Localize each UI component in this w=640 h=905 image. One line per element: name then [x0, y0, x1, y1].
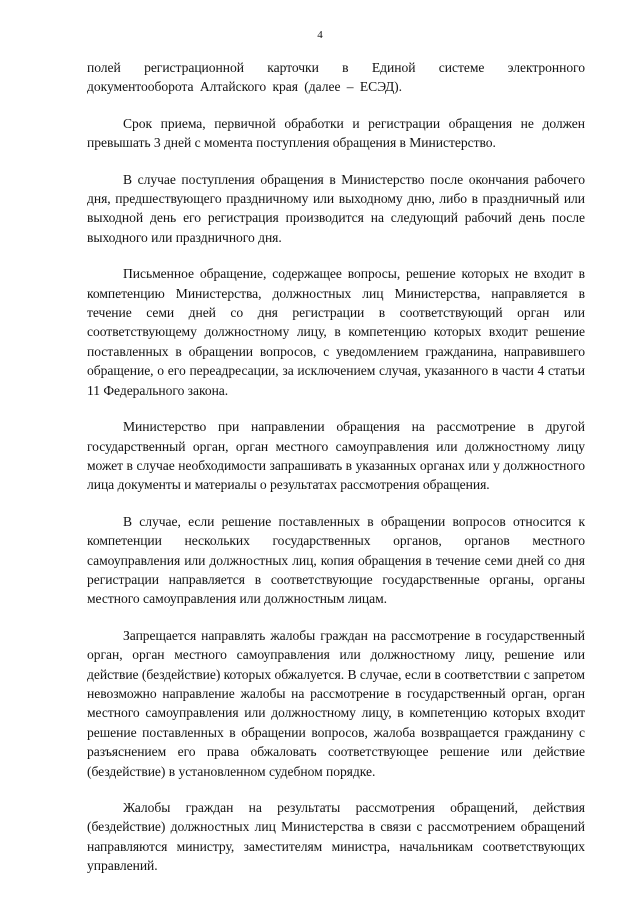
paragraph-redirect-competence: Письменное обращение, содержащее вопросы, решение которых не входит в компетенцию Министерства, должностных лиц Министерства, направляется в течение семи дней со дня регистрации в соответствующий орган или соответствующему должностному лицу, в компетенцию которых входит решение поставленных в обращении вопросов, с уведомлением гражданина, направившего обращение, о его переадресации, за исключением случая, указанного в части 4 статьи 11 Федерального закона. — [87, 266, 585, 398]
paragraph-registration-deadline: Срок приема, первичной обработки и регистрации обращения не должен превышать 3 дней с момента поступления обращения в Министерство. — [87, 115, 585, 151]
paragraph-esed-registration-card: полей регистрационной карточки в Единой системе электронного документооборота Алтайского края (далее – ЕСЭД). — [87, 60, 585, 95]
paragraph-multiple-bodies: В случае, если решение поставленных в обращении вопросов относится к компетенции нескольких государственных органов, органов местного самоуправления или должностных лиц, копия обращения в течение семи дней со дня регистрации направляется в соответствующие государственные органы, органы местного самоуправления или должностным лицам. — [87, 513, 585, 607]
paragraph-complaint-prohibition: Запрещается направлять жалобы граждан на рассмотрение в государственный орган, орган местного самоуправления или должностному лицу, решение или действие (бездействие) которых обжалуется. В случае, если в соответствии с запретом невозможно направление жалобы на рассмотрение в государственный орган, орган местного самоуправления или должностному лицу, в компетенцию которых входит решение поставленных в обращении вопросов, жалоба возвращается гражданину с разъяснением его права обжаловать соответствующее решение или действие (бездействие) в установленном судебном порядке. — [87, 627, 585, 779]
paragraph-request-documents: Министерство при направлении обращения на рассмотрение в другой государственный орган, орган местного самоуправления или должностному лицу может в случае необходимости запрашивать в указанных органах или у должностного лица документы и материалы о результатах рассмотрения обращения. — [87, 419, 585, 493]
paragraph-complaint-results: Жалобы граждан на результаты рассмотрения обращений, действия (бездействие) должностных лиц Министерства в связи с рассмотрением обращений направляются министру, заместителям министра, начальникам соответствующих управлений. — [87, 800, 585, 874]
document-body — [87, 58, 585, 893]
page-number: 4 — [317, 29, 323, 41]
paragraph-holiday-registration: В случае поступления обращения в Министерство после окончания рабочего дня, предшествующего праздничному или выходному дню, либо в праздничный или выходной день его регистрация производится на следующий рабочий день после выходного или праздничного дня. — [87, 171, 585, 245]
